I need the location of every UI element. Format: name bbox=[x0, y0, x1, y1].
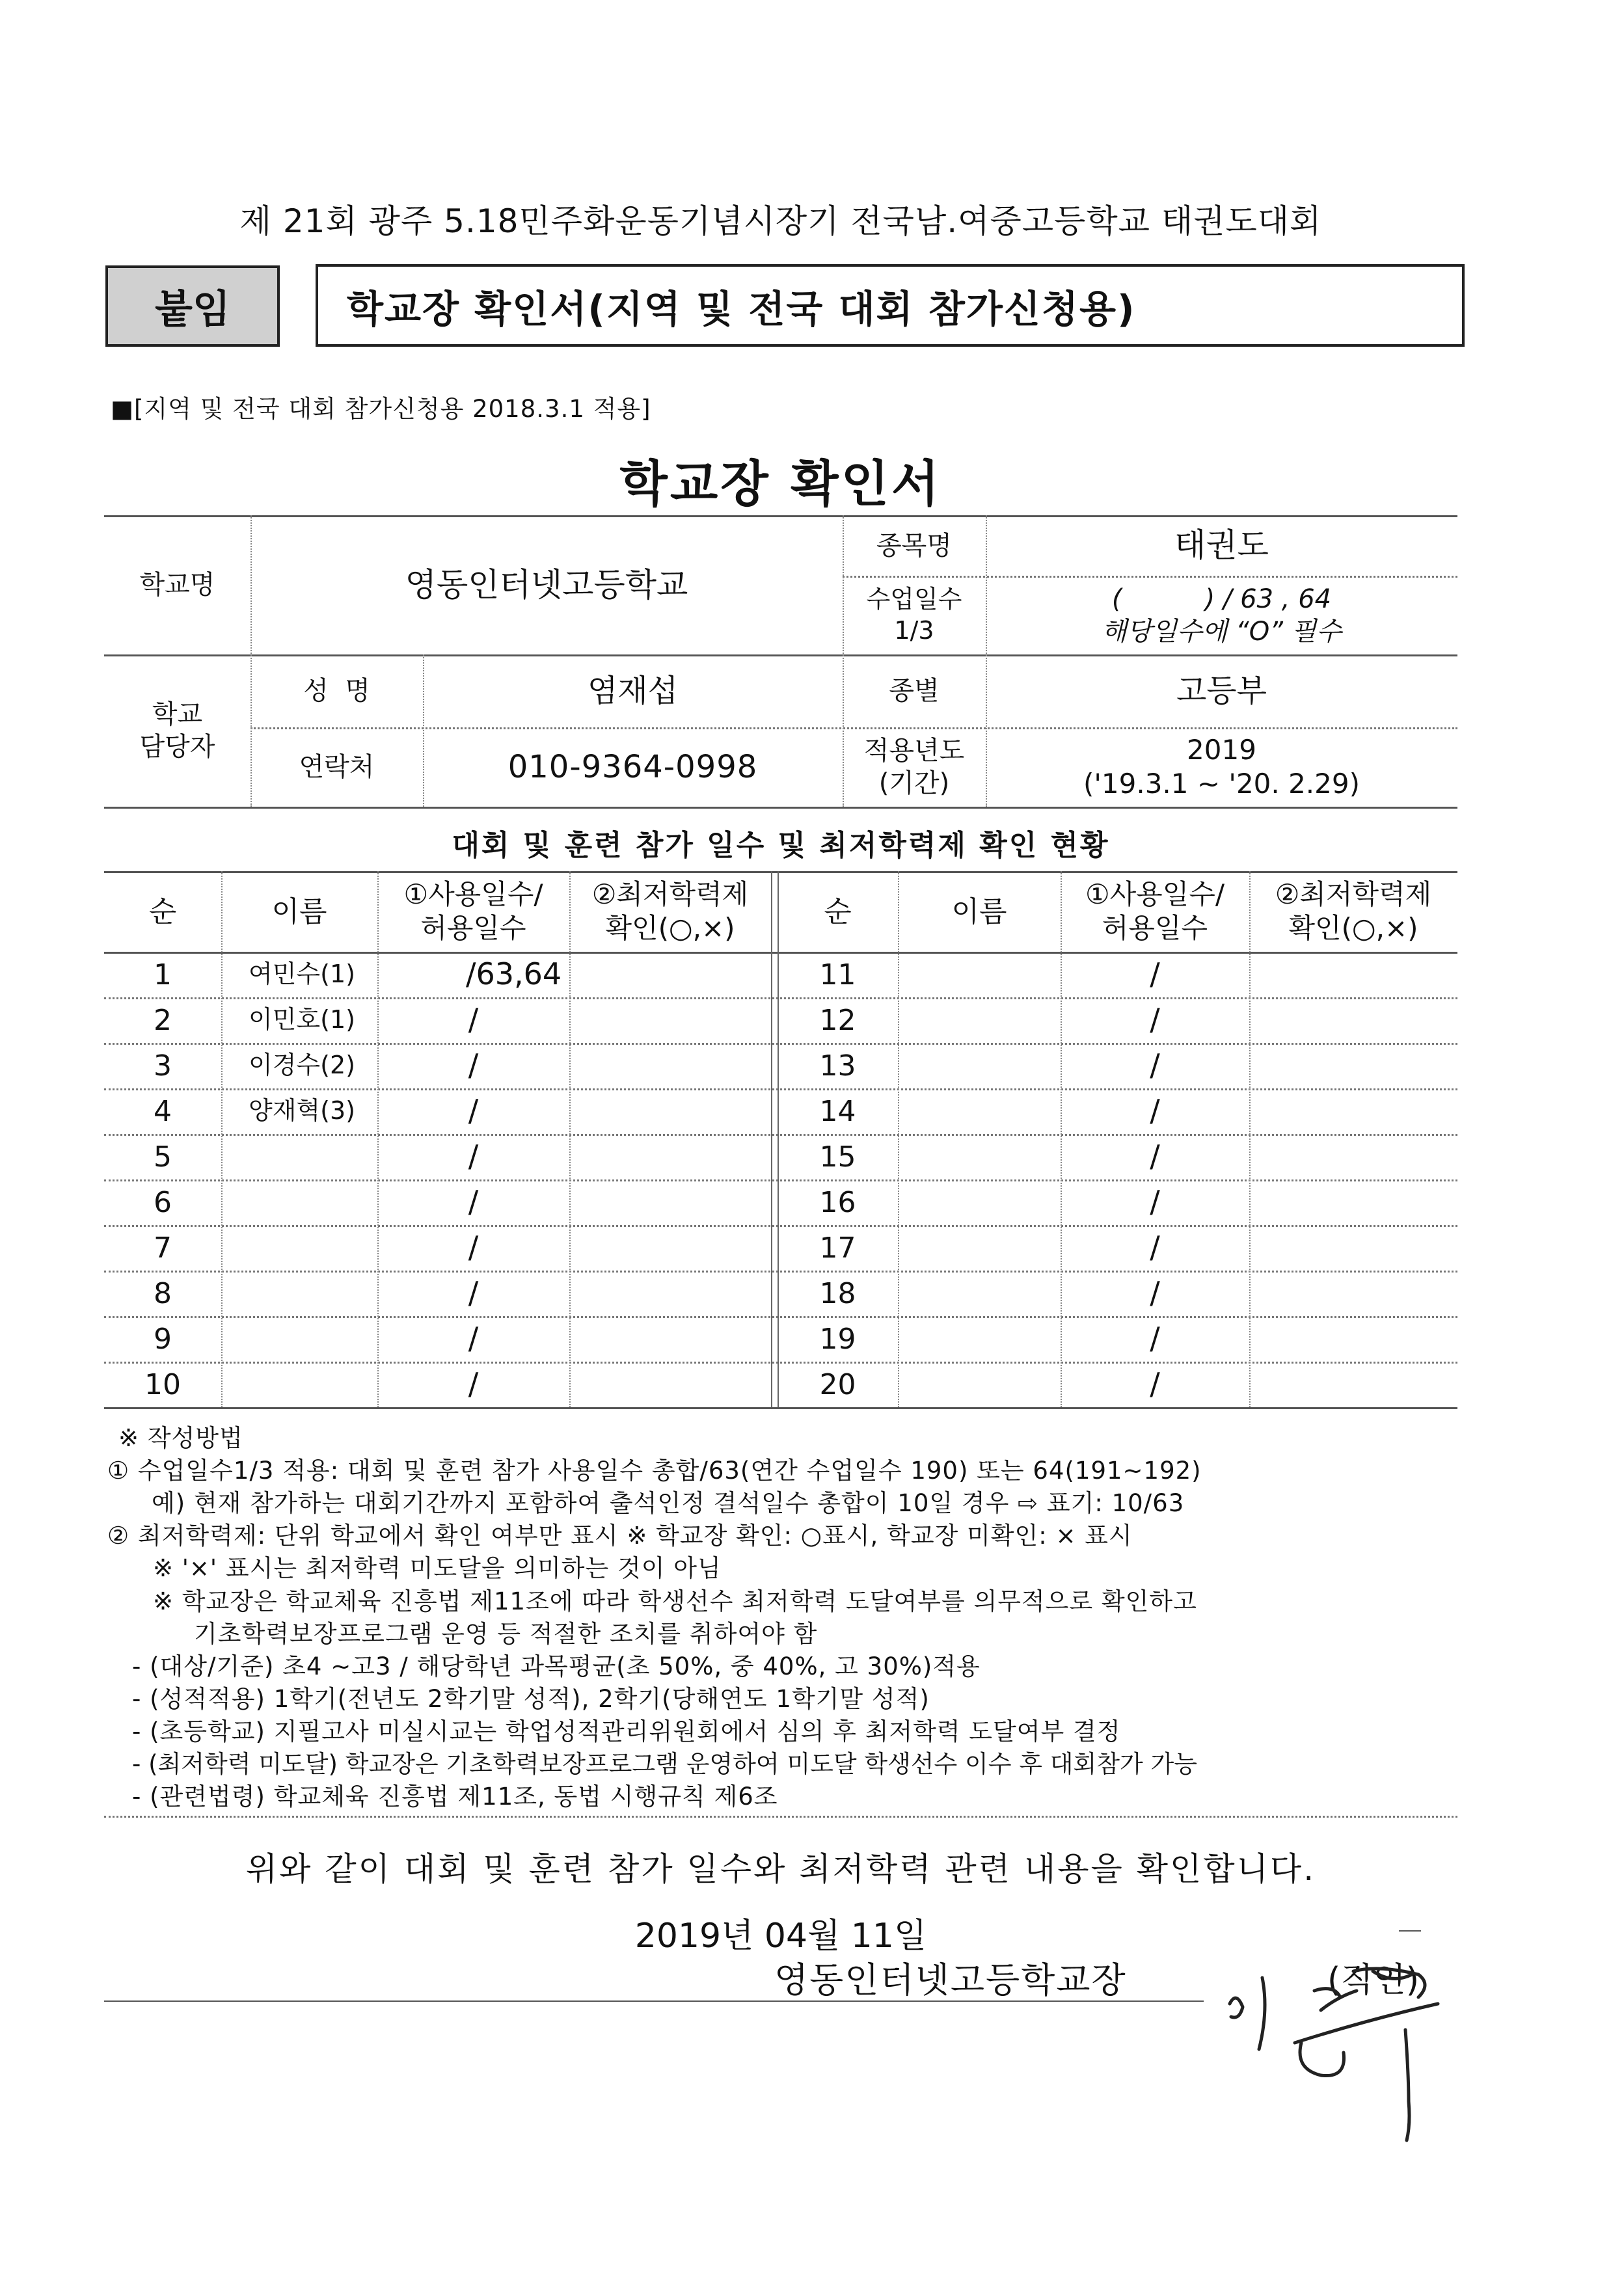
header-check-line1: ②최저학력제 bbox=[1275, 878, 1432, 910]
player-name-left: 양재혁(3) bbox=[249, 1096, 355, 1125]
manager-label-line1: 학교 bbox=[152, 699, 203, 729]
academic-check-left bbox=[569, 1362, 771, 1407]
class-days-note: 해당일수에 “O” 필수 bbox=[1102, 616, 1342, 647]
class-days-label bbox=[843, 576, 986, 654]
header-days-right bbox=[1061, 871, 1249, 952]
academic-check-right bbox=[1249, 997, 1457, 1043]
header-name-left: 이름 bbox=[271, 895, 327, 928]
row-number-right: 20 bbox=[819, 1367, 856, 1401]
used-days-left: / bbox=[468, 1321, 479, 1356]
header-no-right: 순 bbox=[824, 895, 852, 928]
note-line: - (최저학력 미도달) 학교장은 기초학력보장프로그램 운영하여 미도달 학생선수 이수 후 대회참가 가능 bbox=[132, 1750, 1198, 1778]
used-days-left: / bbox=[468, 1275, 479, 1311]
row-number-right: 12 bbox=[819, 1003, 856, 1037]
note-line: ① 수업일수1/3 적용: 대회 및 훈련 참가 사용일수 총합/63(연간 수업일수 190) 또는 64(191~192) bbox=[107, 1457, 1202, 1485]
header-days-line1: ①사용일수/ bbox=[403, 878, 543, 910]
header-name-right: 이름 bbox=[951, 895, 1007, 928]
row-number-right: 18 bbox=[819, 1276, 856, 1310]
used-days-right: / bbox=[1150, 956, 1160, 992]
note-line: - (초등학교) 지필고사 미실시교는 학업성적관리위원회에서 심의 후 최저학력 도달여부 결정 bbox=[132, 1717, 1121, 1745]
academic-check-right bbox=[1249, 1225, 1457, 1271]
player-name-right bbox=[898, 1179, 1061, 1225]
handwritten-signature bbox=[1223, 1945, 1496, 2160]
used-days-left: / bbox=[468, 1366, 479, 1402]
player-name-right bbox=[898, 1316, 1061, 1362]
row-number-right: 13 bbox=[819, 1049, 856, 1083]
player-name-left bbox=[221, 1271, 377, 1316]
used-days-right: / bbox=[1150, 1184, 1160, 1220]
academic-check-left bbox=[569, 952, 771, 997]
contact-value: 010-9364-0998 bbox=[508, 749, 758, 785]
roster-bottom-border bbox=[104, 1407, 1457, 1409]
used-days-right: / bbox=[1150, 1366, 1160, 1402]
used-days-right: / bbox=[1150, 1230, 1160, 1265]
manager-label-line2: 담당자 bbox=[139, 732, 215, 762]
year-label-line2: (기간) bbox=[878, 768, 950, 798]
player-name-left: 이민호(1) bbox=[249, 1005, 355, 1034]
category-value: 고등부 bbox=[1176, 673, 1267, 709]
row-number-left: 8 bbox=[154, 1276, 172, 1310]
row-number-right: 16 bbox=[819, 1185, 856, 1219]
used-days-right: / bbox=[1150, 1138, 1160, 1174]
confirmation-text: 위와 같이 대회 및 훈련 참가 일수와 최저학력 관련 내용을 확인합니다. bbox=[245, 1850, 1316, 1888]
player-name-left bbox=[221, 1134, 377, 1179]
used-days-left: / bbox=[468, 1230, 479, 1265]
used-days-right: / bbox=[1150, 1002, 1160, 1038]
note-line: - (대상/기준) 초4 ~고3 / 해당학년 과목평균(초 50%, 중 40%, 고 30%)적용 bbox=[132, 1652, 981, 1680]
player-name-left bbox=[221, 1225, 377, 1271]
academic-check-left bbox=[569, 1088, 771, 1134]
row-number-left: 10 bbox=[144, 1367, 181, 1401]
player-name-left: 여민수(1) bbox=[249, 960, 355, 989]
header-days-line2: 허용일수 bbox=[1102, 912, 1208, 944]
class-days-formula: ( ) / 63 , 64 bbox=[1111, 584, 1332, 614]
player-name-right bbox=[898, 1043, 1061, 1088]
header-check-left bbox=[569, 871, 771, 952]
year-label bbox=[843, 727, 986, 807]
sport-value: 태권도 bbox=[1174, 526, 1269, 565]
used-days-right: / bbox=[1150, 1321, 1160, 1356]
status-title: 대회 및 훈련 참가 일수 및 최저학력제 확인 현황 bbox=[452, 829, 1110, 862]
year-value bbox=[986, 727, 1457, 807]
row-number-right: 17 bbox=[819, 1231, 856, 1265]
row-number-right: 15 bbox=[819, 1140, 856, 1174]
attachment-title-box bbox=[316, 264, 1465, 347]
player-name-right bbox=[898, 997, 1061, 1043]
header-days-line1: ①사용일수/ bbox=[1085, 878, 1225, 910]
class-days-label-line1: 수업일수 bbox=[866, 585, 962, 613]
row-number-right: 11 bbox=[819, 958, 856, 991]
player-name-right bbox=[898, 1271, 1061, 1316]
school-name-value: 영동인터넷고등학교 bbox=[405, 565, 688, 604]
signed-date: 2019년 04월 11일 bbox=[634, 1917, 927, 1956]
info-bottom-border bbox=[104, 807, 1457, 809]
principal-title: 영동인터넷고등학교장 bbox=[774, 1960, 1127, 2000]
year-value-line1: 2019 bbox=[1187, 733, 1256, 766]
note-line: ② 최저학력제: 단위 학교에서 확인 여부만 표시 ※ 학교장 확인: ○표시, 학교장 미확인: × 표시 bbox=[107, 1522, 1133, 1550]
used-days-left: / bbox=[468, 1184, 479, 1220]
player-name-left bbox=[221, 1316, 377, 1362]
row-number-left: 9 bbox=[154, 1322, 172, 1356]
header-days-line2: 허용일수 bbox=[420, 912, 526, 944]
row-number-left: 7 bbox=[154, 1231, 172, 1265]
row-number-left: 1 bbox=[154, 958, 172, 991]
header-no-left: 순 bbox=[148, 895, 177, 928]
academic-check-left bbox=[569, 1316, 771, 1362]
academic-check-left bbox=[569, 1271, 771, 1316]
player-name-right bbox=[898, 1225, 1061, 1271]
header-check-line2: 확인(○,×) bbox=[1288, 912, 1418, 944]
academic-check-left bbox=[569, 997, 771, 1043]
academic-check-right bbox=[1249, 952, 1457, 997]
academic-check-left bbox=[569, 1043, 771, 1088]
note-line: - (관련법령) 학교체육 진흥법 제11조, 동법 시행규칙 제6조 bbox=[132, 1783, 778, 1811]
row-number-left: 6 bbox=[154, 1185, 172, 1219]
seal-label: (직인) bbox=[1327, 1961, 1420, 2000]
academic-check-right bbox=[1249, 1088, 1457, 1134]
notes-bottom-border bbox=[104, 1816, 1457, 1818]
academic-check-right bbox=[1249, 1043, 1457, 1088]
attachment-label-box bbox=[105, 265, 280, 347]
academic-check-right bbox=[1249, 1134, 1457, 1179]
used-days-right: / bbox=[1150, 1275, 1160, 1311]
academic-check-right bbox=[1249, 1362, 1457, 1407]
used-days-left: /63,64 bbox=[466, 956, 562, 992]
row-number-left: 5 bbox=[154, 1140, 172, 1174]
row-number-left: 3 bbox=[154, 1049, 172, 1083]
player-name-right bbox=[898, 1134, 1061, 1179]
header-check-right bbox=[1249, 871, 1457, 952]
name-value: 염재섭 bbox=[587, 673, 679, 709]
player-name-right bbox=[898, 1362, 1061, 1407]
note-line: 기초학력보장프로그램 운영 등 적절한 조치를 취하여야 함 bbox=[194, 1620, 818, 1648]
player-name-right bbox=[898, 1088, 1061, 1134]
player-name-left bbox=[221, 1362, 377, 1407]
header-check-line2: 확인(○,×) bbox=[605, 912, 735, 944]
academic-check-right bbox=[1249, 1179, 1457, 1225]
academic-check-right bbox=[1249, 1271, 1457, 1316]
class-days-label-line2: 1/3 bbox=[894, 615, 934, 645]
header-days-left bbox=[377, 871, 569, 952]
applicability-note: ■[지역 및 전국 대회 참가신청용 2018.3.1 적용] bbox=[111, 395, 651, 423]
row-number-left: 4 bbox=[154, 1094, 172, 1128]
used-days-right: / bbox=[1150, 1047, 1160, 1083]
period-value: ('19.3.1 ~ '20. 2.29) bbox=[1083, 768, 1360, 800]
scan-mark bbox=[1399, 1930, 1421, 1932]
page-bottom-border bbox=[104, 2000, 1204, 2002]
contact-label: 연락처 bbox=[299, 752, 375, 782]
used-days-left: / bbox=[468, 1138, 479, 1174]
form-title: 학교장 확인서 bbox=[619, 455, 942, 513]
note-line: ※ '×' 표시는 최저학력 미도달을 의미하는 것이 아님 bbox=[153, 1554, 722, 1582]
academic-check-left bbox=[569, 1134, 771, 1179]
school-name-label: 학교명 bbox=[139, 570, 215, 600]
sport-label: 종목명 bbox=[876, 530, 952, 561]
note-line: - (성적적용) 1학기(전년도 2학기말 성적), 2학기(당해연도 1학기말 성적) bbox=[132, 1685, 930, 1713]
row-number-right: 19 bbox=[819, 1322, 856, 1356]
year-label-line1: 적용년도 bbox=[863, 736, 965, 766]
event-title: 제 21회 광주 5.18민주화운동기념시장기 전국남.여중고등학교 태권도대회 bbox=[239, 202, 1322, 240]
notes-heading: ※ 작성방법 bbox=[118, 1424, 243, 1452]
used-days-left: / bbox=[468, 1047, 479, 1083]
category-label: 종별 bbox=[889, 676, 940, 706]
note-line: 예) 현재 참가하는 대회기간까지 포함하여 출석인정 결석일수 총합이 10일 경우 ⇨ 표기: 10/63 bbox=[152, 1489, 1185, 1517]
header-check-line1: ②최저학력제 bbox=[591, 878, 749, 910]
academic-check-right bbox=[1249, 1316, 1457, 1362]
note-line: ※ 학교장은 학교체육 진흥법 제11조에 따라 학생선수 최저학력 도달여부를 의무적으로 확인하고 bbox=[153, 1587, 1197, 1615]
player-name-left bbox=[221, 1179, 377, 1225]
row-number-right: 14 bbox=[819, 1094, 856, 1128]
attachment-label: 붙임 bbox=[155, 286, 230, 332]
manager-label bbox=[104, 654, 250, 807]
academic-check-left bbox=[569, 1179, 771, 1225]
used-days-left: / bbox=[468, 1002, 479, 1038]
roster-col-divider bbox=[771, 871, 772, 1407]
used-days-left: / bbox=[468, 1093, 479, 1129]
class-days-value bbox=[986, 576, 1457, 654]
academic-check-left bbox=[569, 1225, 771, 1271]
player-name-left: 이경수(2) bbox=[249, 1051, 355, 1080]
name-label: 성 명 bbox=[303, 676, 370, 706]
attachment-title: 학교장 확인서(지역 및 전국 대회 참가신청용) bbox=[347, 286, 1136, 331]
player-name-right bbox=[898, 952, 1061, 997]
row-number-left: 2 bbox=[154, 1003, 172, 1037]
used-days-right: / bbox=[1150, 1093, 1160, 1129]
